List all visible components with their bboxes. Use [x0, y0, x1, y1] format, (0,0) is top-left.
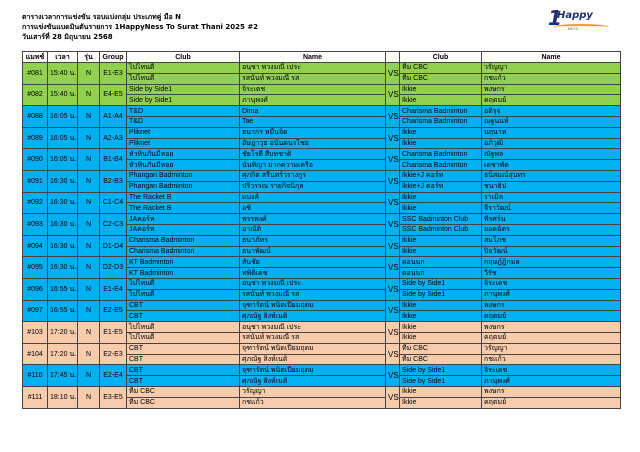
right-player-name: ณฐนนท์ — [482, 116, 621, 127]
vs-label: VS — [386, 365, 400, 387]
col-header-vs — [386, 52, 400, 63]
match-row — [23, 106, 621, 117]
match-number: #095 — [23, 257, 48, 279]
match-group: E4-E5 — [100, 84, 127, 106]
match-group: E1-E3 — [100, 63, 127, 85]
match-row — [23, 386, 621, 397]
match-time: 15:40 น. — [48, 63, 78, 85]
right-player-name: คฤตมย์ — [482, 397, 621, 408]
right-club: Ikkie — [400, 322, 482, 333]
right-player-name: พีรศร์น — [482, 214, 621, 225]
vs-label: VS — [386, 235, 400, 257]
left-player-name: พรรพงศ์ — [240, 214, 386, 225]
left-player-name: รสนันท์ พวงมณี รส — [240, 332, 386, 343]
match-row — [23, 343, 621, 354]
left-player-name: ศุภกิต สรีนทร์วรางกูร — [240, 170, 386, 181]
vs-label: VS — [386, 170, 400, 192]
left-club: Pliknet — [127, 138, 240, 149]
right-player-name: อติรุจ — [482, 106, 621, 117]
left-player-name: ปริวรรณ รายกิจนิกุล — [240, 181, 386, 192]
match-time: 16:30 น. — [48, 192, 78, 214]
vs-label: VS — [386, 343, 400, 365]
match-level: N — [78, 149, 100, 171]
left-club: ไปไหนดี — [127, 73, 240, 84]
right-club: SSC Badminton Club — [400, 224, 482, 235]
left-player-name: รสนันท์ พวงมณี รส — [240, 73, 386, 84]
match-number: #089 — [23, 127, 48, 149]
match-group: B2-B3 — [100, 170, 127, 192]
right-player-name: นฤนาท — [482, 127, 621, 138]
match-time: 16:30 น. — [48, 235, 78, 257]
left-club: ไปไหนดี — [127, 289, 240, 300]
left-player-name: Dima — [240, 106, 386, 117]
match-level: N — [78, 322, 100, 344]
left-club: KT Badminton — [127, 257, 240, 268]
right-player-name: วรัญญา — [482, 63, 621, 74]
match-row — [23, 149, 621, 160]
left-player-name: ศุภณัฐ สิงห์เนติ — [240, 311, 386, 322]
match-time: 17:20 น. — [48, 322, 78, 344]
right-club: Charisma Badminton — [400, 160, 482, 171]
match-number: #081 — [23, 63, 48, 85]
left-player-name: ธนากร หมื่นจิต — [240, 127, 386, 138]
left-player-name: กชแก้ว — [240, 397, 386, 408]
match-level: N — [78, 84, 100, 106]
left-player-name: วรัญญา — [240, 386, 386, 397]
left-player-name: จุฑารัตน์ พนิตเปียมฤดม — [240, 343, 386, 354]
event-date: วันเสาร์ที่ 28 มิถุนายน 2568 — [22, 33, 113, 41]
right-club: Side by Side1 — [400, 376, 482, 387]
schedule-title: ตารางเวลาการแข่งขัน รอบแบ่งกลุ่ม ประเภทคู่ มือ N — [22, 13, 181, 21]
match-group: D2-D3 — [100, 257, 127, 279]
match-level: N — [78, 343, 100, 365]
right-club: Ikkie — [400, 300, 482, 311]
match-number: #097 — [23, 300, 48, 322]
right-player-name: คฤตมย์ — [482, 311, 621, 322]
right-player-name: พงษกร — [482, 322, 621, 333]
match-time: 15:40 น. — [48, 84, 78, 106]
left-club: JAคอร์ท — [127, 214, 240, 225]
right-player-name: เดชาพัด — [482, 160, 621, 171]
right-player-name: ชนาธิป — [482, 181, 621, 192]
col-header-club-left: Club — [127, 52, 240, 63]
right-player-name: ภานุพงศ์ — [482, 289, 621, 300]
match-level: N — [78, 278, 100, 300]
happyness-logo — [548, 7, 620, 35]
tournament-name: การแข่งขันแบดมินตันรายการ 1HappyNess To Surat Thani 2025 #2 — [22, 23, 259, 31]
left-player-name: อนุชา พวงมณี เประ — [240, 322, 386, 333]
left-club: ทีม CBC — [127, 397, 240, 408]
right-club: Side by Side1 — [400, 289, 482, 300]
right-club: Ikkie — [400, 235, 482, 246]
left-club: T&D — [127, 106, 240, 117]
left-club: CBT — [127, 376, 240, 387]
vs-label: VS — [386, 257, 400, 279]
left-club: ไปไหนดี — [127, 63, 240, 74]
right-club: Ikkie — [400, 203, 482, 214]
left-player-name: อชิ — [240, 203, 386, 214]
match-number: #096 — [23, 278, 48, 300]
left-club: ไปไหนดี — [127, 278, 240, 289]
right-player-name: จิระเดช — [482, 278, 621, 289]
left-club: ไปไหนดี — [127, 332, 240, 343]
match-time: 16:05 น. — [48, 127, 78, 149]
match-group: A1-A4 — [100, 106, 127, 128]
table-header-row — [23, 52, 621, 63]
vs-label: VS — [386, 84, 400, 106]
match-time: 17:20 น. — [48, 343, 78, 365]
match-number: #092 — [23, 192, 48, 214]
match-row — [23, 322, 621, 333]
right-player-name: จิระเดช — [482, 365, 621, 376]
vs-label: VS — [386, 214, 400, 236]
left-club: CBT — [127, 300, 240, 311]
right-player-name: ภานุพงศ์ — [482, 376, 621, 387]
match-time: 16:05 น. — [48, 149, 78, 171]
right-player-name: พงษกร — [482, 386, 621, 397]
match-row — [23, 365, 621, 376]
right-club: Ikkie — [400, 397, 482, 408]
match-group: B1-B4 — [100, 149, 127, 171]
right-club: Ikkie — [400, 332, 482, 343]
match-number: #103 — [23, 322, 48, 344]
right-player-name: กฤษฎ์ฎิกมล — [482, 257, 621, 268]
right-club: ดอนนก — [400, 257, 482, 268]
right-player-name: กชแก้ว — [482, 73, 621, 84]
match-level: N — [78, 214, 100, 236]
left-club: CBT — [127, 343, 240, 354]
col-header-name-left: Name — [240, 52, 386, 63]
vs-label: VS — [386, 63, 400, 85]
match-row — [23, 192, 621, 203]
left-player-name: อัษฎาวุธ อนันตนรไชย — [240, 138, 386, 149]
right-player-name: คฤตมย์ — [482, 95, 621, 106]
match-row — [23, 235, 621, 246]
right-club: Ikkie — [400, 138, 482, 149]
left-player-name: Tae — [240, 116, 386, 127]
vs-label: VS — [386, 278, 400, 300]
left-club: CBT — [127, 311, 240, 322]
match-number: #091 — [23, 170, 48, 192]
col-header-time: เวลา — [48, 52, 78, 63]
match-level: N — [78, 192, 100, 214]
right-player-name: พงษกร — [482, 300, 621, 311]
left-player-name: รสนันท์ พวงมณี รส — [240, 289, 386, 300]
left-club: T&D — [127, 116, 240, 127]
right-club: ทีม CBC — [400, 343, 482, 354]
match-level: N — [78, 106, 100, 128]
right-player-name: ธนิสมณ์สุนทร — [482, 170, 621, 181]
left-club: ไปไหนดี — [127, 322, 240, 333]
vs-label: VS — [386, 386, 400, 408]
match-time: 18:10 น. — [48, 386, 78, 408]
vs-label: VS — [386, 192, 400, 214]
left-club: Phangan Badminton — [127, 181, 240, 192]
match-level: N — [78, 127, 100, 149]
match-level: N — [78, 300, 100, 322]
match-group: E1-E4 — [100, 278, 127, 300]
right-club: ทีม CBC — [400, 63, 482, 74]
right-club: Charisma Badminton — [400, 116, 482, 127]
col-header-club-right: Club — [400, 52, 482, 63]
logo-sub: NESS — [568, 27, 579, 31]
left-player-name: อาณัติ — [240, 224, 386, 235]
left-club: Pliknet — [127, 127, 240, 138]
right-player-name: กชแก้ว — [482, 354, 621, 365]
right-club: ทีม CBC — [400, 73, 482, 84]
col-header-match: แมทช์ — [23, 52, 48, 63]
right-club: Ikkie — [400, 192, 482, 203]
left-club: KT Badminton — [127, 268, 240, 279]
match-number: #088 — [23, 106, 48, 128]
col-header-level: รุ่น — [78, 52, 100, 63]
match-number: #104 — [23, 343, 48, 365]
right-club: Charisma Badminton — [400, 149, 482, 160]
right-player-name: คฤตมย์ — [482, 332, 621, 343]
match-group: A2-A3 — [100, 127, 127, 149]
match-level: N — [78, 170, 100, 192]
left-club: Charisma Badminton — [127, 235, 240, 246]
left-player-name: จุฑารัตน์ พนิตเปียมฤดม — [240, 365, 386, 376]
left-club: หัวหินกันมีหอย — [127, 149, 240, 160]
left-club: หัวหินกันมีหอย — [127, 160, 240, 171]
match-row — [23, 278, 621, 289]
logo-swoosh — [553, 24, 609, 30]
left-club: ทีม CBC — [127, 386, 240, 397]
match-level: N — [78, 63, 100, 85]
left-club: The Racket B — [127, 203, 240, 214]
right-player-name: สมโภช — [482, 235, 621, 246]
right-club: SSC Badminton Club — [400, 214, 482, 225]
left-player-name: แบงค์ — [240, 192, 386, 203]
right-player-name: จีราวัฒน์ — [482, 203, 621, 214]
col-header-name-right: Name — [482, 52, 621, 63]
match-level: N — [78, 386, 100, 408]
match-time: 16:30 น. — [48, 170, 78, 192]
vs-label: VS — [386, 149, 400, 171]
left-player-name: ทพิดิเดช — [240, 268, 386, 279]
right-player-name: ราเมิล — [482, 192, 621, 203]
match-group: D1-D4 — [100, 235, 127, 257]
right-player-name: วีรัช — [482, 268, 621, 279]
match-time: 16:55 น. — [48, 300, 78, 322]
col-header-group: Group — [100, 52, 127, 63]
right-club: Ikkie — [400, 95, 482, 106]
right-player-name: ณัฐพล — [482, 149, 621, 160]
left-player-name: จิระเดช — [240, 84, 386, 95]
right-player-name: อภิวุฒิ — [482, 138, 621, 149]
vs-label: VS — [386, 106, 400, 128]
match-time: 16:30 น. — [48, 257, 78, 279]
right-player-name: วรัญญา — [482, 343, 621, 354]
match-number: #094 — [23, 235, 48, 257]
vs-label: VS — [386, 322, 400, 344]
vs-label: VS — [386, 300, 400, 322]
right-club: Ikkie — [400, 84, 482, 95]
right-player-name: ปิยวัฒน์ — [482, 246, 621, 257]
vs-label: VS — [386, 127, 400, 149]
match-group: C2-C3 — [100, 214, 127, 236]
match-time: 16:30 น. — [48, 214, 78, 236]
logo-mark: 1 — [548, 6, 562, 30]
left-club: Side by Side1 — [127, 84, 240, 95]
left-club: Side by Side1 — [127, 95, 240, 106]
right-player-name: พงษกร — [482, 84, 621, 95]
left-club: CBT — [127, 365, 240, 376]
match-number: #110 — [23, 365, 48, 387]
left-player-name: ภานุพงศ์ — [240, 95, 386, 106]
right-club: Ikkie — [400, 311, 482, 322]
right-club: Ikkie — [400, 246, 482, 257]
right-club: Charisma Badminton — [400, 106, 482, 117]
match-row — [23, 127, 621, 138]
right-club: ดอนนก — [400, 268, 482, 279]
left-player-name: จุฑารัตน์ พนิตเปียมฤดม — [240, 300, 386, 311]
left-player-name: นันทิญา มากความเครือ — [240, 160, 386, 171]
match-group: E1-E5 — [100, 322, 127, 344]
match-group: E2-E4 — [100, 365, 127, 387]
right-club: Ikkie — [400, 386, 482, 397]
match-level: N — [78, 257, 100, 279]
match-number: #082 — [23, 84, 48, 106]
left-player-name: ชัยโรดี สีบทชาติ — [240, 149, 386, 160]
match-number: #090 — [23, 149, 48, 171]
match-time: 16:05 น. — [48, 106, 78, 128]
left-club: Phangan Badminton — [127, 170, 240, 181]
match-group: E2-E5 — [100, 300, 127, 322]
match-level: N — [78, 365, 100, 387]
match-time: 17:45 น. — [48, 365, 78, 387]
left-club: JAคอร์ท — [127, 224, 240, 235]
left-player-name: ธนาภัทร — [240, 235, 386, 246]
left-club: The Racket B — [127, 192, 240, 203]
left-player-name: อนุชา พวงมณี เประ — [240, 278, 386, 289]
left-player-name: ธนาพัฒน์ — [240, 246, 386, 257]
match-schedule-table — [22, 51, 621, 409]
left-player-name: ศุภณัฐ สิงห์เนติ — [240, 354, 386, 365]
right-club: Side by Side1 — [400, 365, 482, 376]
match-number: #111 — [23, 386, 48, 408]
left-club: CBT — [127, 354, 240, 365]
left-club: Charisma Badminton — [127, 246, 240, 257]
match-time: 16:55 น. — [48, 278, 78, 300]
right-club: Ikkie+J คอร์ท — [400, 170, 482, 181]
match-group: E2-E3 — [100, 343, 127, 365]
match-row — [23, 63, 621, 74]
left-player-name: สันชัย — [240, 257, 386, 268]
right-player-name: ยอดฉัตร — [482, 224, 621, 235]
right-club: Side by Side1 — [400, 278, 482, 289]
logo-word: Happy — [557, 10, 593, 21]
match-row — [23, 170, 621, 181]
left-player-name: อนุชา พวงมณี เประ — [240, 63, 386, 74]
match-number: #093 — [23, 214, 48, 236]
right-club: ทีม CBC — [400, 354, 482, 365]
left-player-name: ศุภณัฐ สิงห์เนติ — [240, 376, 386, 387]
right-club: Ikkie — [400, 127, 482, 138]
match-row — [23, 84, 621, 95]
match-row — [23, 300, 621, 311]
match-group: E3-E5 — [100, 386, 127, 408]
right-club: Ikkie+J คอร์ท — [400, 181, 482, 192]
match-group: C1-C4 — [100, 192, 127, 214]
match-row — [23, 214, 621, 225]
match-level: N — [78, 235, 100, 257]
match-row — [23, 257, 621, 268]
